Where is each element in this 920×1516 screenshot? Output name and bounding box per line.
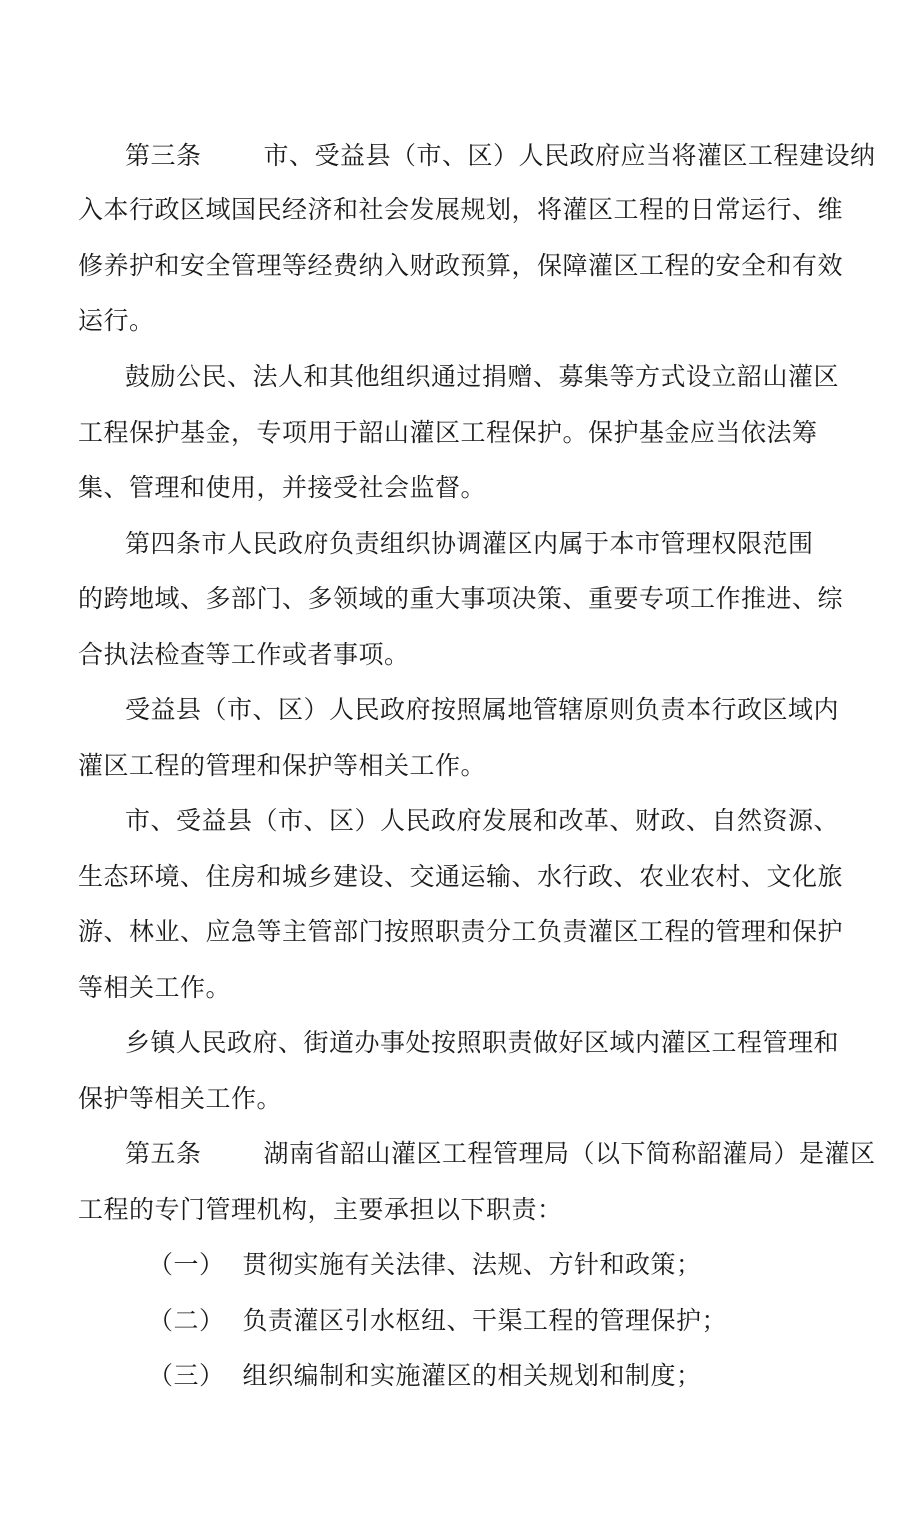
list-item-number: （二） <box>148 1306 225 1335</box>
list-item <box>148 1305 727 1337</box>
list-item-text: 贯彻实施有关法律、法规、方针和政策； <box>242 1250 702 1279</box>
departments-paragraph-line-1: 市、受益县（市、区）人民政府发展和改革、财政、自然资源、 <box>125 806 840 835</box>
fund-paragraph-line-2: 工程保护基金，专项用于韶山灌区工程保护。保护基金应当依法筹 <box>78 418 818 447</box>
departments-paragraph-line-4: 等相关工作。 <box>78 973 232 1002</box>
article-3-line-2: 入本行政区域国民经济和社会发展规划，将灌区工程的日常运行、维 <box>78 195 844 224</box>
fund-paragraph-line-1: 鼓励公民、法人和其他组织通过捐赠、募集等方式设立韶山灌区 <box>125 362 840 391</box>
departments-paragraph-line-2: 生态环境、住房和城乡建设、交通运输、水行政、农业农村、文化旅 <box>78 862 844 891</box>
article-4-line-2: 的跨地域、多部门、多领域的重大事项决策、重要专项工作推进、综 <box>78 584 844 613</box>
departments-paragraph-line-3: 游、林业、应急等主管部门按照职责分工负责灌区工程的管理和保护 <box>78 917 844 946</box>
township-paragraph-line-2: 保护等相关工作。 <box>78 1084 283 1113</box>
article-3-line-4: 运行。 <box>78 306 155 335</box>
township-paragraph-line-1: 乡镇人民政府、街道办事处按照职责做好区域内灌区工程管理和 <box>125 1028 840 1057</box>
list-item-number: （三） <box>148 1361 225 1390</box>
article-5-text: 湖南省韶山灌区工程管理局（以下简称韶灌局）是灌区 <box>263 1139 876 1168</box>
county-paragraph-line-2: 灌区工程的管理和保护等相关工作。 <box>78 751 487 780</box>
article-5-heading: 第五条 <box>125 1139 202 1168</box>
list-item-text: 负责灌区引水枢纽、干渠工程的管理保护； <box>242 1306 728 1335</box>
article-3-line-3: 修养护和安全管理等经费纳入财政预算，保障灌区工程的安全和有效 <box>78 251 844 280</box>
article-3-line-1 <box>125 140 876 172</box>
list-item-text: 组织编制和实施灌区的相关规划和制度； <box>242 1361 702 1390</box>
article-5-line-2: 工程的专门管理机构，主要承担以下职责： <box>78 1195 563 1224</box>
article-3-heading: 第三条 <box>125 141 202 170</box>
list-item-number: （一） <box>148 1250 225 1279</box>
article-5-line-1 <box>125 1138 876 1170</box>
article-4-line-3: 合执法检查等工作或者事项。 <box>78 640 410 669</box>
list-item <box>148 1249 702 1281</box>
article-4-line-1: 第四条市人民政府负责组织协调灌区内属于本市管理权限范围 <box>125 529 814 558</box>
fund-paragraph-line-3: 集、管理和使用，并接受社会监督。 <box>78 473 487 502</box>
county-paragraph-line-1: 受益县（市、区）人民政府按照属地管辖原则负责本行政区域内 <box>125 695 840 724</box>
article-3-text: 市、受益县（市、区）人民政府应当将灌区工程建设纳 <box>263 141 876 170</box>
list-item <box>148 1360 702 1392</box>
